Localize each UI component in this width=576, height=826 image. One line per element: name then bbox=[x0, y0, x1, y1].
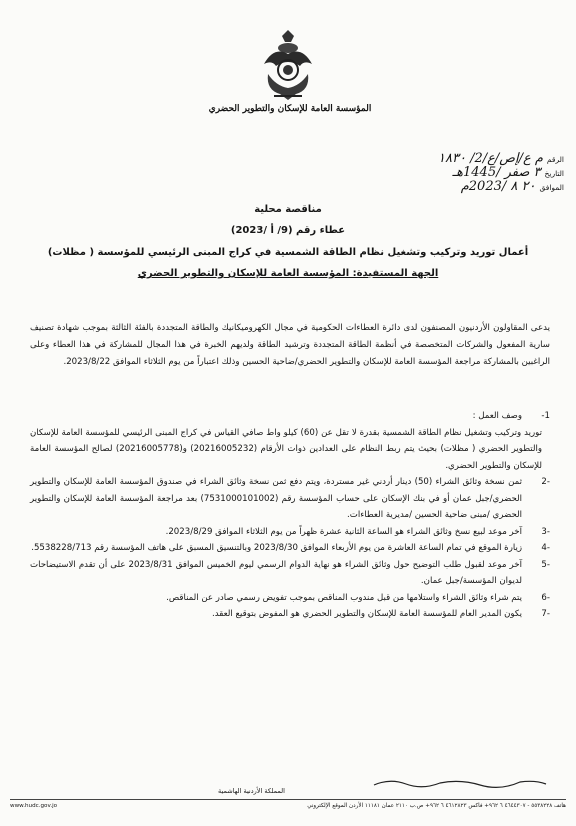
item-text: وصف العمل : bbox=[472, 411, 522, 421]
item-text: ثمن نسخة وثائق الشراء (50) دينار أردني غير مستردة، ويتم دفع ثمن نسخة وثائق الشراء في صندوق المؤسسة العامة للإسكان والتطوير الحضري/جبل عمان أو في بنك الإسكان على حساب المؤسسة رقم (7531000101002) بعد مراجعة المؤسسة العامة للإسكان والتطوير الحضري /مبنى ضاحية الحسين /مديرية العطاءات. bbox=[30, 477, 522, 520]
reference-value: م ع/إص/ع/2/ ١٨٣٠ bbox=[438, 151, 543, 166]
list-item bbox=[30, 557, 550, 590]
item-description: توريد وتركيب وتشغيل نظام الطاقة الشمسية بقدرة لا تقل عن (60) كيلو واط صافي القياس في كراج المبنى الرئيسي للمؤسسة العامة للإسكان والتطوير الحضري ( مظلات) بحيث يتم ربط النظام على العدادين ذوات الأرقام (20216005232) و(20216005778) لصالح المؤسسة العامة للإسكان والتطوير الحضري. bbox=[30, 427, 543, 471]
item-number: -4 bbox=[541, 543, 550, 553]
reference-label: الرقم bbox=[546, 155, 564, 164]
organization-name: المؤسسة العامة للإسكان والتطوير الحضري bbox=[208, 104, 372, 114]
gregorian-date-value: ٢٠ ٨ /2023م bbox=[460, 179, 536, 194]
list-item bbox=[30, 408, 550, 425]
corresponding-label: الموافق bbox=[539, 183, 564, 192]
item-number: -3 bbox=[541, 526, 550, 537]
signature-mark bbox=[370, 776, 550, 790]
item-number: -2 bbox=[541, 477, 550, 487]
footer-contact bbox=[10, 799, 566, 809]
coat-of-arms-logo bbox=[260, 30, 316, 102]
reference-block bbox=[414, 152, 564, 194]
item-number: -6 bbox=[541, 592, 550, 603]
footer-contact-details: هاتف ٥٥٣٨٢٢٨ - ٤٦٤٤٣٠٧ ٦ ٩٦٢+ فاكس ٤٦١٢٨٢٣ ٦ ٩٦٢+ ص.ب ٢١١٠ عمان ١١١٨١ الأردن الموقع الإلكتروني bbox=[307, 803, 566, 809]
stamp-text: المملكة الأردنية الهاشمية bbox=[218, 787, 285, 795]
hijri-date-value: ٣ صفر /1445هـ bbox=[452, 165, 541, 180]
list-item bbox=[30, 540, 550, 557]
tender-type-heading: مناقصة محلية bbox=[254, 204, 322, 215]
gregorian-date-row bbox=[414, 180, 564, 194]
item-number: 1- bbox=[541, 411, 550, 421]
tender-subject-heading: أعمال توريد وتركيب وتشغيل نظام الطاقة الشمسية في كراج المبنى الرئيسي للمؤسسة ( مظلات) bbox=[47, 247, 529, 258]
list-item bbox=[30, 606, 550, 623]
beneficiary-heading: الجهة المستفيدة: المؤسسة العامة للإسكان والتطوير الحضري bbox=[137, 268, 439, 279]
item-text: آخر موعد لبيع نسخ وثائق الشراء هو الساعة الثانية عشرة ظهراً من يوم الثلاثاء الموافق 2023/8/29. bbox=[165, 526, 522, 537]
item-text: يكون المدير العام للمؤسسة العامة للإسكان والتطوير الحضري هو المفوض بتوقيع العقد. bbox=[211, 609, 522, 619]
footer-website[interactable]: www.hudc.gov.jo bbox=[10, 803, 58, 809]
tender-number-heading: عطاء رقم (9/ أ /2023) bbox=[230, 225, 346, 236]
list-item bbox=[30, 524, 550, 541]
list-item bbox=[30, 474, 550, 524]
item-number: -7 bbox=[541, 609, 550, 619]
item-number: -5 bbox=[541, 559, 550, 570]
item-text: زيارة الموقع في تمام الساعة العاشرة من يوم الأربعاء الموافق 2023/8/30 وبالتنسيق المسبق على هاتف المؤسسة رقم 5538228/713. bbox=[31, 543, 522, 553]
intro-paragraph: يدعى المقاولون الأردنيون المصنفون لدى دائرة العطاءات الحكومية في مجال الكهروميكانيك والطاقة المتجددة بالفئة الثالثة بموجب شهادة تصنيف سارية المفعول والشركات المتخصصة في أنظمة الطاقة المتجددة وترشيد الطاقة ولديهم الخبرة في هذا المجال للمشاركة في هذا العطاء وعلى الراغبين بالمشاركة مراجعة المؤسسة العامة للإسكان والتطوير الحضري/ضاحية الحسين وذلك اعتباراً من يوم الثلاثاء الموافق 2023/8/22. bbox=[30, 323, 550, 367]
item-text: يتم شراء وثائق الشراء واستلامها من قبل مندوب المناقص بموجب تفويض رسمي صادر عن المناقص. bbox=[166, 592, 522, 603]
item-text: آخر موعد لقبول طلب التوضيح حول وثائق الشراء هو نهاية الدوام الرسمي ليوم الخميس الموافق 2023/8/31 على أن تقدم الاستيضاحات لديوان المؤسسة/جبل عمان. bbox=[30, 559, 522, 586]
reference-number-row bbox=[414, 152, 564, 166]
list-item bbox=[30, 590, 550, 607]
date-label: التاريخ bbox=[544, 169, 564, 178]
hijri-date-row bbox=[414, 166, 564, 180]
conditions-list bbox=[30, 408, 550, 623]
